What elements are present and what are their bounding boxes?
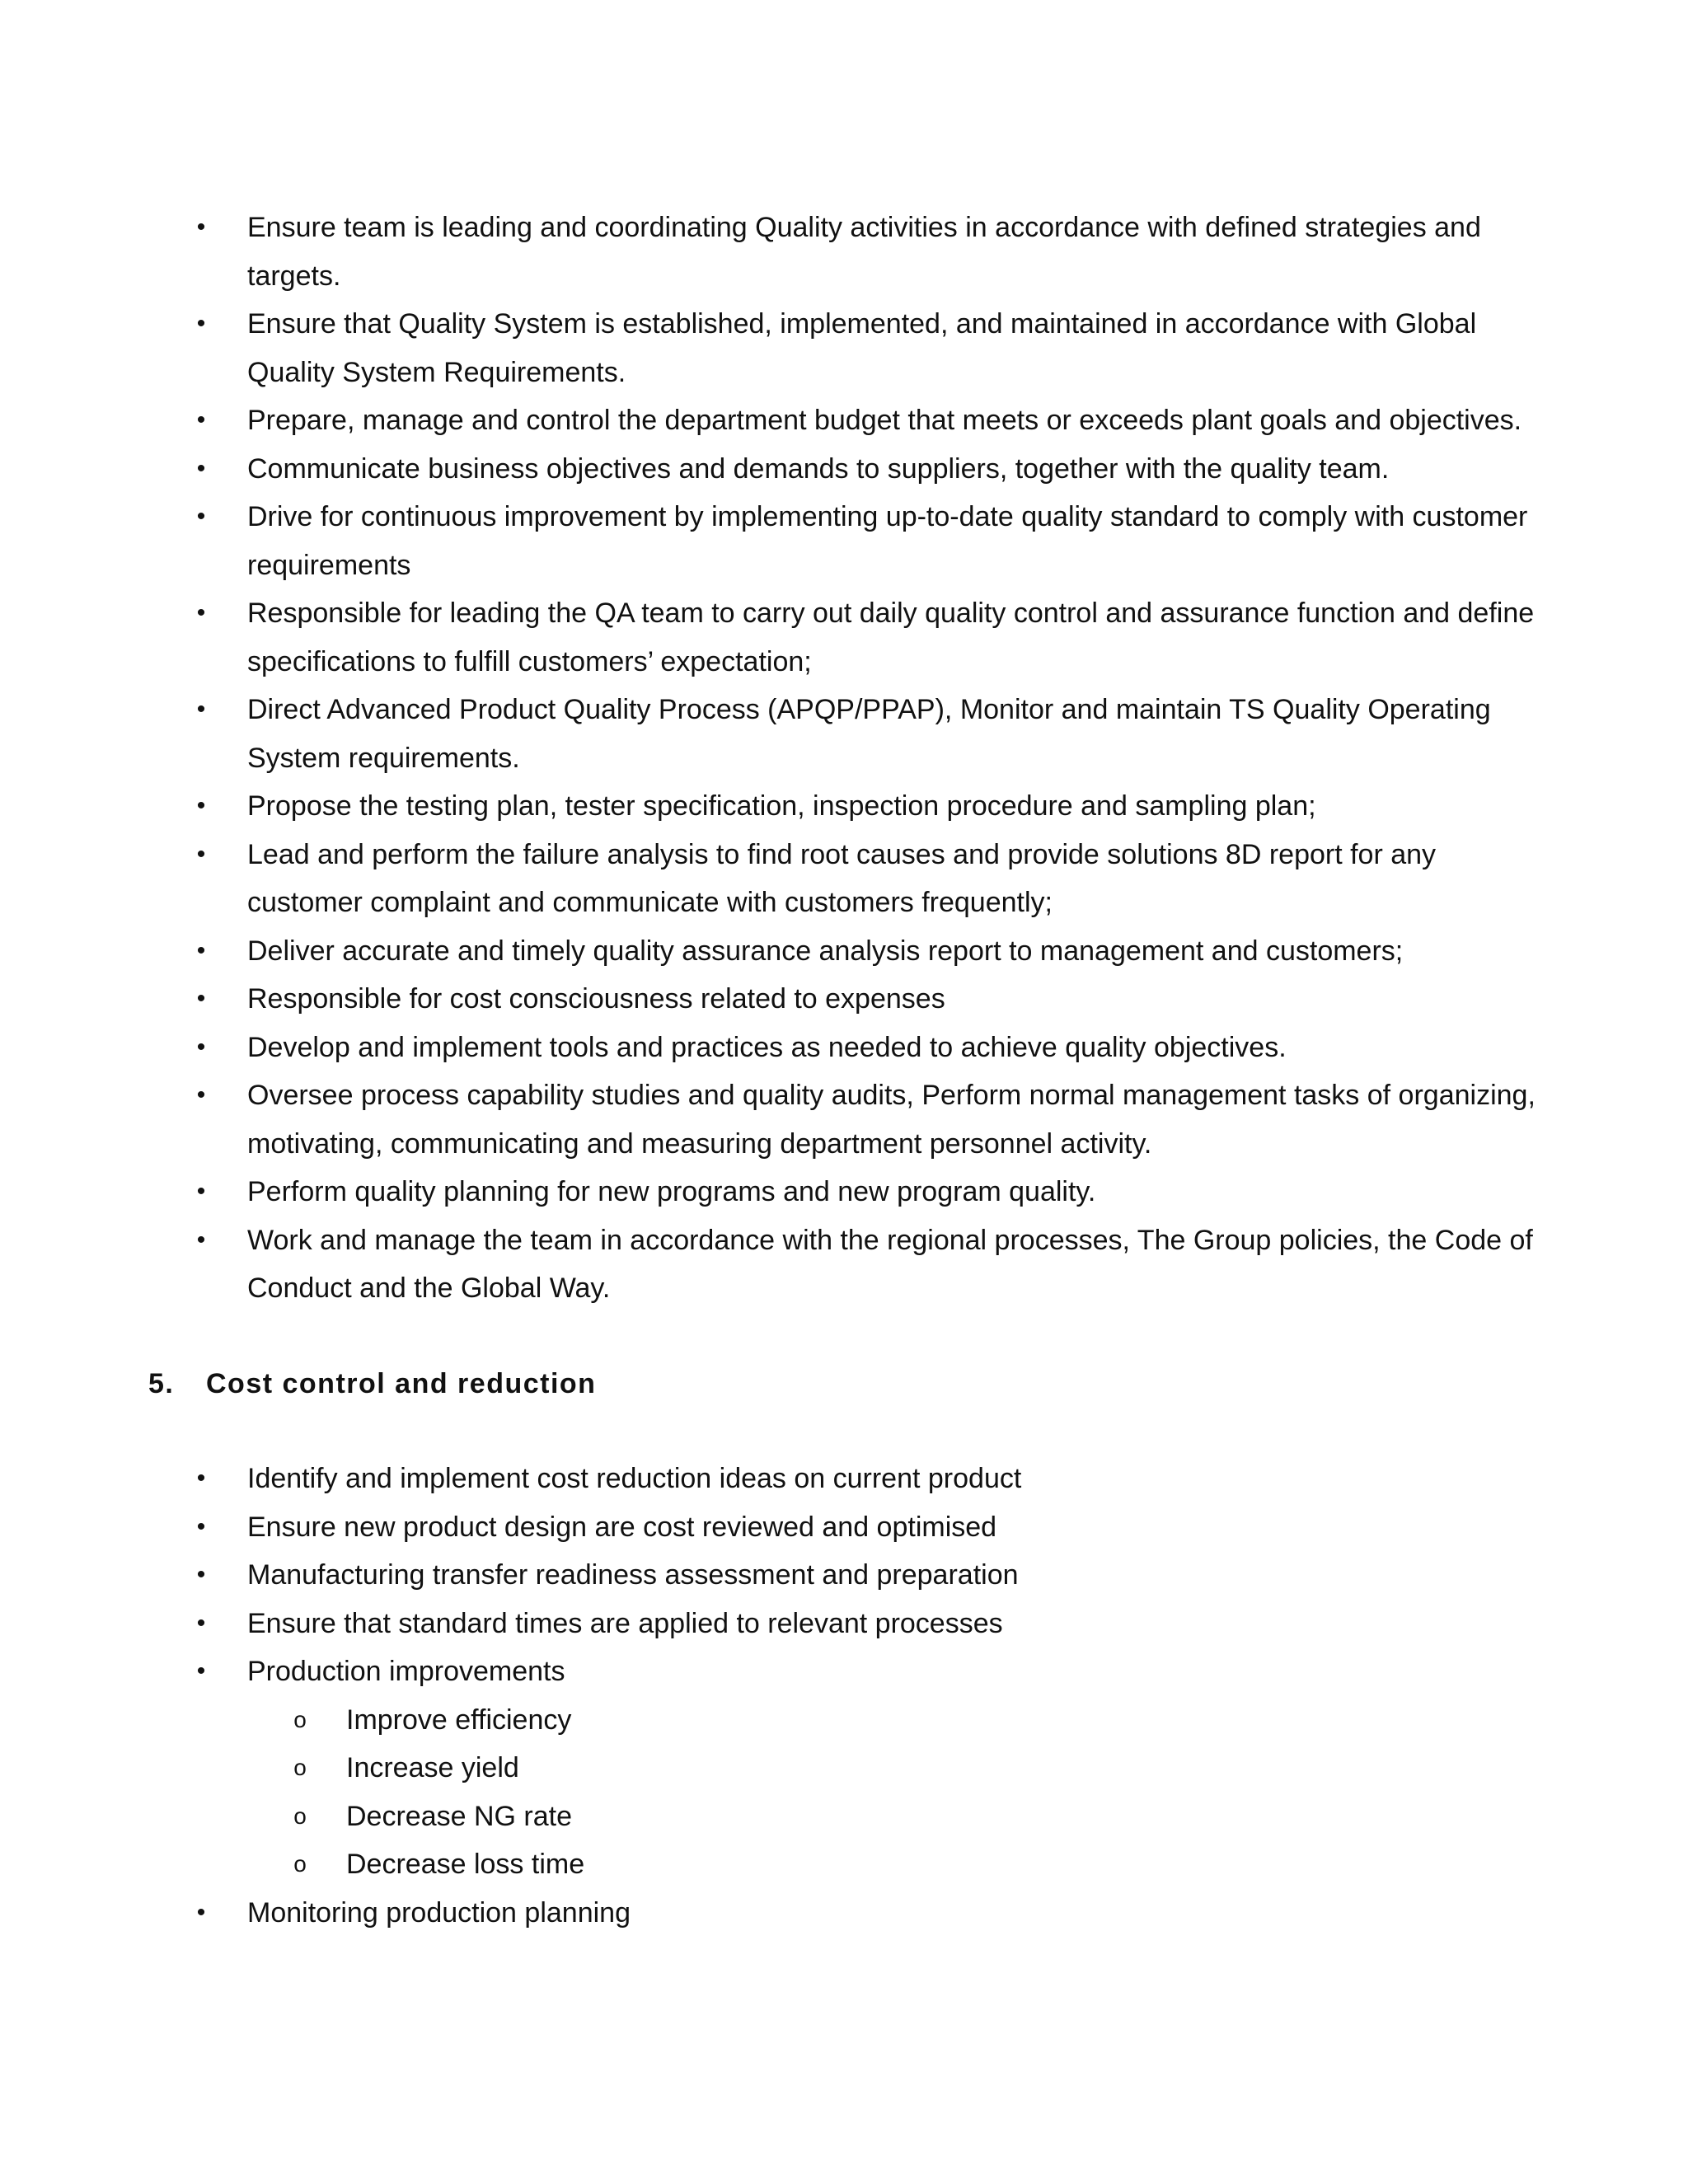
list-item bbox=[0, 927, 1688, 976]
bullet: • bbox=[196, 985, 206, 1012]
bullet: • bbox=[196, 1657, 206, 1685]
list-item bbox=[0, 396, 1688, 445]
sub-list-item-text: Decrease loss time bbox=[346, 1849, 585, 1880]
bullet: • bbox=[196, 696, 206, 723]
list-item-text: Ensure that standard times are applied to relevant processes bbox=[247, 1607, 1003, 1639]
bullet: • bbox=[196, 1178, 206, 1205]
list-item bbox=[0, 686, 1688, 782]
list-item bbox=[0, 445, 1688, 494]
list-item bbox=[0, 831, 1688, 927]
bullet: • bbox=[196, 454, 206, 482]
list-item-text: Ensure that Quality System is established, implemented, and maintained in accordance with Global Quality System Requirements. bbox=[247, 308, 1477, 388]
list-item bbox=[0, 493, 1688, 589]
bullet: • bbox=[196, 503, 206, 530]
bullet: • bbox=[196, 213, 206, 241]
list-item-text: Propose the testing plan, tester specification, inspection procedure and sampling plan; bbox=[247, 790, 1316, 822]
list-item-text: Communicate business objectives and demands to suppliers, together with the quality team. bbox=[247, 452, 1390, 485]
list-item bbox=[0, 1024, 1688, 1072]
sub-bullet: o bbox=[293, 1706, 307, 1732]
list-item bbox=[0, 1168, 1688, 1216]
bullet: • bbox=[196, 792, 206, 819]
section-heading bbox=[148, 1360, 596, 1408]
production-improvements-sublist bbox=[0, 1696, 1688, 1889]
list-item bbox=[0, 1647, 1688, 1696]
sub-bullet: o bbox=[293, 1755, 307, 1780]
bullet: • bbox=[196, 840, 206, 868]
list-item bbox=[0, 300, 1688, 396]
bullet: • bbox=[196, 1465, 206, 1492]
list-item-text: Drive for continuous improvement by implementing up-to-date quality standard to comply with customer requirements bbox=[247, 501, 1528, 581]
list-item bbox=[0, 1216, 1688, 1313]
bullet: • bbox=[196, 1033, 206, 1061]
list-item-text: Perform quality planning for new programs and new program quality. bbox=[247, 1176, 1096, 1207]
list-item bbox=[0, 782, 1688, 831]
list-item bbox=[0, 1600, 1688, 1648]
responsibilities-list bbox=[0, 204, 1688, 1313]
sub-bullet: o bbox=[293, 1851, 307, 1877]
bullet: • bbox=[196, 1609, 206, 1637]
bullet: • bbox=[196, 1898, 206, 1926]
list-item-text: Responsible for leading the QA team to carry out daily quality control and assurance function and define specifications to fulfill customers’ expectation; bbox=[247, 598, 1535, 677]
list-item-text: Lead and perform the failure analysis to find root causes and provide solutions 8D report for any customer complaint and communicate with customers frequently; bbox=[247, 838, 1437, 918]
bullet: • bbox=[196, 1226, 206, 1254]
list-item-text: Manufacturing transfer readiness assessment and preparation bbox=[247, 1559, 1019, 1591]
list-item bbox=[0, 589, 1688, 686]
bullet: • bbox=[196, 310, 206, 337]
bullet: • bbox=[196, 599, 206, 626]
cost-control-list bbox=[0, 1455, 1688, 1696]
sub-list-item bbox=[0, 1793, 1688, 1841]
sub-list-item bbox=[0, 1744, 1688, 1793]
list-item-text: Work and manage the team in accordance with the regional processes, The Group policies, the Code of Conduct and the Global Way. bbox=[247, 1224, 1533, 1304]
sub-list-item-text: Increase yield bbox=[346, 1752, 519, 1783]
sub-list-item bbox=[0, 1840, 1688, 1889]
list-item bbox=[0, 1551, 1688, 1600]
list-item-text: Prepare, manage and control the department budget that meets or exceeds plant goals and objectives. bbox=[247, 405, 1522, 436]
list-item-text: Deliver accurate and timely quality assurance analysis report to management and customers; bbox=[247, 935, 1404, 967]
list-item-text: Ensure new product design are cost reviewed and optimised bbox=[247, 1511, 997, 1543]
list-item-text: Develop and implement tools and practices as needed to achieve quality objectives. bbox=[247, 1031, 1287, 1063]
list-item bbox=[0, 1455, 1688, 1503]
sub-list-item-text: Decrease NG rate bbox=[346, 1800, 572, 1832]
list-item-text: Responsible for cost consciousness related to expenses bbox=[247, 983, 945, 1015]
list-item-text: Production improvements bbox=[247, 1656, 565, 1687]
sub-list-item bbox=[0, 1696, 1688, 1745]
cost-control-list-continued bbox=[0, 1889, 1688, 1938]
list-item-text: Oversee process capability studies and quality audits, Perform normal management tasks of organizing, motivating, communicating and measuring department personnel activity. bbox=[247, 1080, 1536, 1160]
list-item-text: Monitoring production planning bbox=[247, 1896, 631, 1929]
bullet: • bbox=[196, 1081, 206, 1108]
bullet: • bbox=[196, 406, 206, 434]
list-item bbox=[0, 975, 1688, 1024]
sub-list-item-text: Improve efficiency bbox=[346, 1704, 572, 1736]
list-item-text: Direct Advanced Product Quality Process (APQP/PPAP), Monitor and maintain TS Quality Operating System requirements. bbox=[247, 694, 1491, 774]
section-title: Cost control and reduction bbox=[206, 1368, 597, 1399]
list-item bbox=[0, 204, 1688, 300]
list-item-text: Ensure team is leading and coordinating Quality activities in accordance with defined strategies and targets. bbox=[247, 212, 1481, 292]
list-item bbox=[0, 1503, 1688, 1552]
list-item-text: Identify and implement cost reduction ideas on current product bbox=[247, 1463, 1022, 1494]
bullet: • bbox=[196, 936, 206, 964]
section-number: 5. bbox=[148, 1368, 175, 1399]
list-item bbox=[0, 1889, 1688, 1938]
list-item bbox=[0, 1071, 1688, 1168]
sub-bullet: o bbox=[293, 1802, 307, 1829]
bullet: • bbox=[196, 1512, 206, 1540]
bullet: • bbox=[196, 1561, 206, 1588]
